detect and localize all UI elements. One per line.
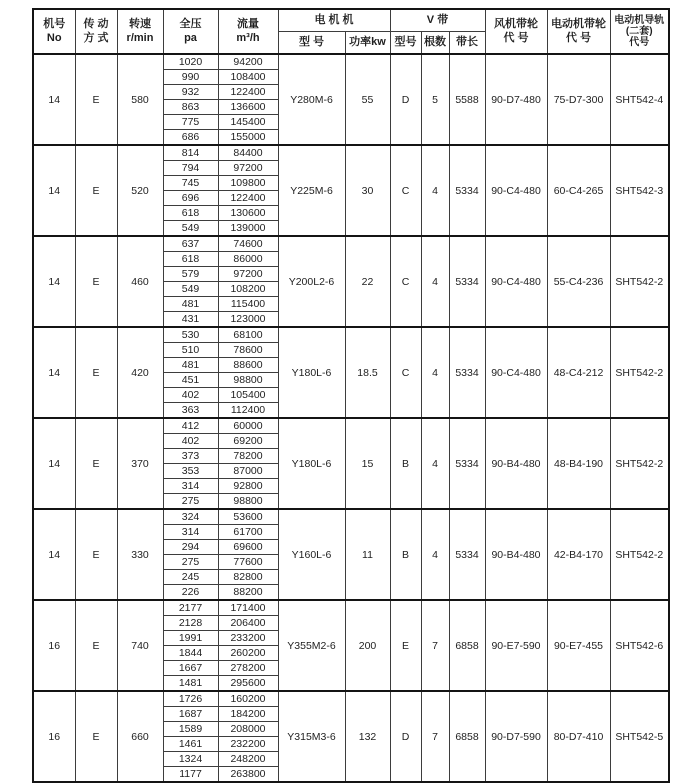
cell-belt-length: 5334 [449, 509, 485, 600]
cell-belt-type: C [390, 236, 421, 327]
header-drive-line2: 方 式 [83, 31, 109, 44]
cell-motor-pulley: 90-E7-455 [547, 600, 610, 691]
cell-flow: 77600 [218, 555, 278, 570]
header-vbelt-length: 带长 [449, 32, 485, 55]
cell-pressure: 402 [163, 388, 218, 403]
table-row [33, 418, 669, 434]
cell-pressure: 373 [163, 449, 218, 464]
cell-speed: 580 [117, 54, 163, 145]
cell-flow: 145400 [218, 115, 278, 130]
cell-motor-pulley: 75-D7-300 [547, 54, 610, 145]
cell-pressure: 1324 [163, 752, 218, 767]
cell-flow: 278200 [218, 661, 278, 676]
cell-pressure: 353 [163, 464, 218, 479]
cell-pressure: 863 [163, 100, 218, 115]
cell-motor-model: Y160L-6 [278, 509, 345, 600]
table-row [33, 600, 669, 616]
cell-pressure: 481 [163, 358, 218, 373]
header-speed-line1: 转速 [129, 17, 151, 30]
cell-drive-mode: E [75, 145, 117, 236]
cell-pressure: 1844 [163, 646, 218, 661]
cell-speed: 520 [117, 145, 163, 236]
cell-motor-pulley: 55-C4-236 [547, 236, 610, 327]
cell-flow: 69200 [218, 434, 278, 449]
cell-fan-pulley: 90-B4-480 [485, 418, 547, 509]
cell-pressure: 1589 [163, 722, 218, 737]
cell-fan-pulley: 90-C4-480 [485, 236, 547, 327]
cell-pressure: 1687 [163, 707, 218, 722]
cell-flow: 206400 [218, 616, 278, 631]
cell-flow: 74600 [218, 236, 278, 252]
header-motor-model: 型 号 [278, 32, 345, 55]
cell-motor-power: 55 [345, 54, 390, 145]
cell-belt-type: C [390, 327, 421, 418]
cell-flow: 136600 [218, 100, 278, 115]
cell-motor-power: 30 [345, 145, 390, 236]
cell-flow: 171400 [218, 600, 278, 616]
cell-belt-type: C [390, 145, 421, 236]
cell-drive-mode: E [75, 418, 117, 509]
cell-pressure: 510 [163, 343, 218, 358]
cell-flow: 260200 [218, 646, 278, 661]
cell-pressure: 579 [163, 267, 218, 282]
cell-flow: 78600 [218, 343, 278, 358]
cell-flow: 139000 [218, 221, 278, 237]
cell-belt-type: D [390, 54, 421, 145]
cell-belt-length: 5588 [449, 54, 485, 145]
header-machine-line1: 机号 [43, 17, 66, 30]
cell-pressure: 2177 [163, 600, 218, 616]
cell-pressure: 431 [163, 312, 218, 328]
cell-motor-rail: SHT542-6 [610, 600, 669, 691]
cell-pressure: 314 [163, 525, 218, 540]
cell-flow: 115400 [218, 297, 278, 312]
cell-flow: 108400 [218, 70, 278, 85]
cell-belt-length: 5334 [449, 145, 485, 236]
cell-flow: 130600 [218, 206, 278, 221]
cell-motor-model: Y180L-6 [278, 327, 345, 418]
cell-flow: 208000 [218, 722, 278, 737]
cell-flow: 78200 [218, 449, 278, 464]
table-row [33, 145, 669, 161]
cell-flow: 60000 [218, 418, 278, 434]
cell-pressure: 990 [163, 70, 218, 85]
cell-fan-pulley: 90-B4-480 [485, 509, 547, 600]
cell-drive-mode: E [75, 54, 117, 145]
cell-motor-power: 132 [345, 691, 390, 782]
cell-pressure: 324 [163, 509, 218, 525]
header-flow-line2: m³/h [236, 31, 260, 44]
cell-pressure: 686 [163, 130, 218, 146]
cell-speed: 330 [117, 509, 163, 600]
cell-fan-pulley: 90-D7-480 [485, 54, 547, 145]
cell-flow: 108200 [218, 282, 278, 297]
cell-flow: 69600 [218, 540, 278, 555]
cell-belt-length: 5334 [449, 327, 485, 418]
cell-pressure: 696 [163, 191, 218, 206]
cell-pressure: 1726 [163, 691, 218, 707]
cell-machine-no: 14 [33, 236, 75, 327]
table-row [33, 54, 669, 70]
cell-pressure: 618 [163, 252, 218, 267]
cell-flow: 86000 [218, 252, 278, 267]
cell-flow: 84400 [218, 145, 278, 161]
cell-motor-model: Y180L-6 [278, 418, 345, 509]
header-pressure-line1: 全压 [179, 17, 202, 30]
header-vbelt-count: 根数 [421, 32, 449, 55]
header-motor-rail-line1: 电动机导轨 [614, 15, 665, 26]
cell-pressure: 1461 [163, 737, 218, 752]
header-motor-pulley-line1: 电动机带轮 [551, 17, 606, 30]
cell-motor-rail: SHT542-2 [610, 236, 669, 327]
cell-pressure: 549 [163, 221, 218, 237]
cell-flow: 233200 [218, 631, 278, 646]
cell-motor-model: Y355M2-6 [278, 600, 345, 691]
cell-flow: 122400 [218, 191, 278, 206]
cell-belt-length: 6858 [449, 600, 485, 691]
cell-machine-no: 14 [33, 54, 75, 145]
cell-belt-count: 7 [421, 691, 449, 782]
cell-pressure: 314 [163, 479, 218, 494]
cell-fan-pulley: 90-E7-590 [485, 600, 547, 691]
cell-pressure: 481 [163, 297, 218, 312]
cell-flow: 61700 [218, 525, 278, 540]
header-motor-pulley [547, 9, 610, 54]
cell-drive-mode: E [75, 327, 117, 418]
cell-flow: 97200 [218, 161, 278, 176]
cell-motor-power: 11 [345, 509, 390, 600]
cell-flow: 123000 [218, 312, 278, 328]
cell-pressure: 226 [163, 585, 218, 601]
cell-drive-mode: E [75, 600, 117, 691]
header-drive-line1: 传 动 [83, 17, 109, 30]
header-pressure-line2: pa [184, 31, 197, 44]
header-vbelt-model: 型号 [390, 32, 421, 55]
cell-pressure: 1667 [163, 661, 218, 676]
header-motor-rail [610, 9, 669, 54]
cell-belt-length: 6858 [449, 691, 485, 782]
cell-belt-length: 5334 [449, 418, 485, 509]
cell-pressure: 412 [163, 418, 218, 434]
cell-motor-pulley: 42-B4-170 [547, 509, 610, 600]
cell-motor-rail: SHT542-2 [610, 418, 669, 509]
cell-belt-count: 7 [421, 600, 449, 691]
cell-pressure: 814 [163, 145, 218, 161]
cell-belt-type: E [390, 600, 421, 691]
header-pressure [163, 9, 218, 54]
cell-flow: 97200 [218, 267, 278, 282]
cell-fan-pulley: 90-D7-590 [485, 691, 547, 782]
table-row [33, 509, 669, 525]
cell-motor-rail: SHT542-2 [610, 327, 669, 418]
cell-pressure: 775 [163, 115, 218, 130]
cell-pressure: 294 [163, 540, 218, 555]
cell-flow: 88200 [218, 585, 278, 601]
cell-speed: 460 [117, 236, 163, 327]
header-vbelt-group: V 带 [390, 9, 485, 32]
cell-motor-rail: SHT542-3 [610, 145, 669, 236]
header-motor-pulley-line2: 代 号 [565, 31, 592, 44]
cell-pressure: 275 [163, 555, 218, 570]
cell-flow: 232200 [218, 737, 278, 752]
cell-belt-count: 5 [421, 54, 449, 145]
cell-motor-pulley: 48-B4-190 [547, 418, 610, 509]
header-motor-rail-line3: 代号 [629, 37, 650, 48]
cell-flow: 122400 [218, 85, 278, 100]
cell-pressure: 932 [163, 85, 218, 100]
cell-flow: 94200 [218, 54, 278, 70]
header-motor-group: 电 机 机 [278, 9, 390, 32]
cell-machine-no: 16 [33, 600, 75, 691]
cell-pressure: 1177 [163, 767, 218, 783]
cell-motor-model: Y200L2-6 [278, 236, 345, 327]
cell-pressure: 363 [163, 403, 218, 419]
cell-belt-type: B [390, 418, 421, 509]
cell-flow: 160200 [218, 691, 278, 707]
cell-drive-mode: E [75, 236, 117, 327]
cell-motor-power: 15 [345, 418, 390, 509]
cell-speed: 740 [117, 600, 163, 691]
header-flow [218, 9, 278, 54]
cell-belt-count: 4 [421, 418, 449, 509]
cell-belt-length: 5334 [449, 236, 485, 327]
cell-flow: 263800 [218, 767, 278, 783]
cell-machine-no: 14 [33, 145, 75, 236]
cell-motor-model: Y225M-6 [278, 145, 345, 236]
cell-speed: 420 [117, 327, 163, 418]
cell-motor-pulley: 48-C4-212 [547, 327, 610, 418]
table-row [33, 327, 669, 343]
cell-flow: 248200 [218, 752, 278, 767]
cell-pressure: 549 [163, 282, 218, 297]
cell-motor-rail: SHT542-2 [610, 509, 669, 600]
header-flow-line1: 流量 [237, 17, 259, 30]
cell-belt-type: D [390, 691, 421, 782]
cell-pressure: 451 [163, 373, 218, 388]
cell-pressure: 794 [163, 161, 218, 176]
table-body [33, 54, 669, 782]
cell-pressure: 637 [163, 236, 218, 252]
cell-motor-model: Y280M-6 [278, 54, 345, 145]
cell-flow: 53600 [218, 509, 278, 525]
cell-machine-no: 14 [33, 418, 75, 509]
table-row [33, 236, 669, 252]
header-fan-pulley-line1: 风机带轮 [494, 17, 538, 30]
cell-flow: 155000 [218, 130, 278, 146]
cell-pressure: 530 [163, 327, 218, 343]
cell-pressure: 1020 [163, 54, 218, 70]
cell-motor-pulley: 80-D7-410 [547, 691, 610, 782]
cell-pressure: 402 [163, 434, 218, 449]
cell-pressure: 245 [163, 570, 218, 585]
cell-flow: 295600 [218, 676, 278, 692]
spec-table [32, 8, 670, 783]
cell-pressure: 275 [163, 494, 218, 510]
cell-drive-mode: E [75, 691, 117, 782]
header-machine-line2: No [46, 31, 62, 44]
cell-motor-power: 22 [345, 236, 390, 327]
cell-belt-count: 4 [421, 509, 449, 600]
cell-motor-rail: SHT542-4 [610, 54, 669, 145]
cell-flow: 88600 [218, 358, 278, 373]
cell-motor-rail: SHT542-5 [610, 691, 669, 782]
header-motor-rail-line2: (二套) [625, 26, 653, 37]
cell-motor-model: Y315M3-6 [278, 691, 345, 782]
cell-pressure: 1991 [163, 631, 218, 646]
header-drive-mode [75, 9, 117, 54]
cell-motor-pulley: 60-C4-265 [547, 145, 610, 236]
cell-belt-count: 4 [421, 236, 449, 327]
cell-fan-pulley: 90-C4-480 [485, 327, 547, 418]
cell-machine-no: 16 [33, 691, 75, 782]
cell-motor-power: 200 [345, 600, 390, 691]
header-machine-no [33, 9, 75, 54]
cell-drive-mode: E [75, 509, 117, 600]
cell-motor-power: 18.5 [345, 327, 390, 418]
cell-flow: 92800 [218, 479, 278, 494]
table-header [33, 9, 669, 54]
header-speed-line2: r/min [126, 31, 154, 44]
cell-pressure: 1481 [163, 676, 218, 692]
header-motor-power: 功率kw [345, 32, 390, 55]
cell-flow: 105400 [218, 388, 278, 403]
cell-flow: 184200 [218, 707, 278, 722]
cell-pressure: 618 [163, 206, 218, 221]
cell-belt-count: 4 [421, 327, 449, 418]
header-fan-pulley-line2: 代 号 [503, 31, 529, 44]
cell-belt-count: 4 [421, 145, 449, 236]
table-row [33, 691, 669, 707]
header-speed [117, 9, 163, 54]
cell-fan-pulley: 90-C4-480 [485, 145, 547, 236]
cell-speed: 660 [117, 691, 163, 782]
cell-machine-no: 14 [33, 327, 75, 418]
cell-flow: 112400 [218, 403, 278, 419]
header-fan-pulley [485, 9, 547, 54]
cell-flow: 98800 [218, 494, 278, 510]
cell-pressure: 745 [163, 176, 218, 191]
cell-flow: 109800 [218, 176, 278, 191]
cell-speed: 370 [117, 418, 163, 509]
cell-flow: 82800 [218, 570, 278, 585]
cell-pressure: 2128 [163, 616, 218, 631]
cell-belt-type: B [390, 509, 421, 600]
cell-flow: 87000 [218, 464, 278, 479]
cell-flow: 68100 [218, 327, 278, 343]
cell-machine-no: 14 [33, 509, 75, 600]
cell-flow: 98800 [218, 373, 278, 388]
